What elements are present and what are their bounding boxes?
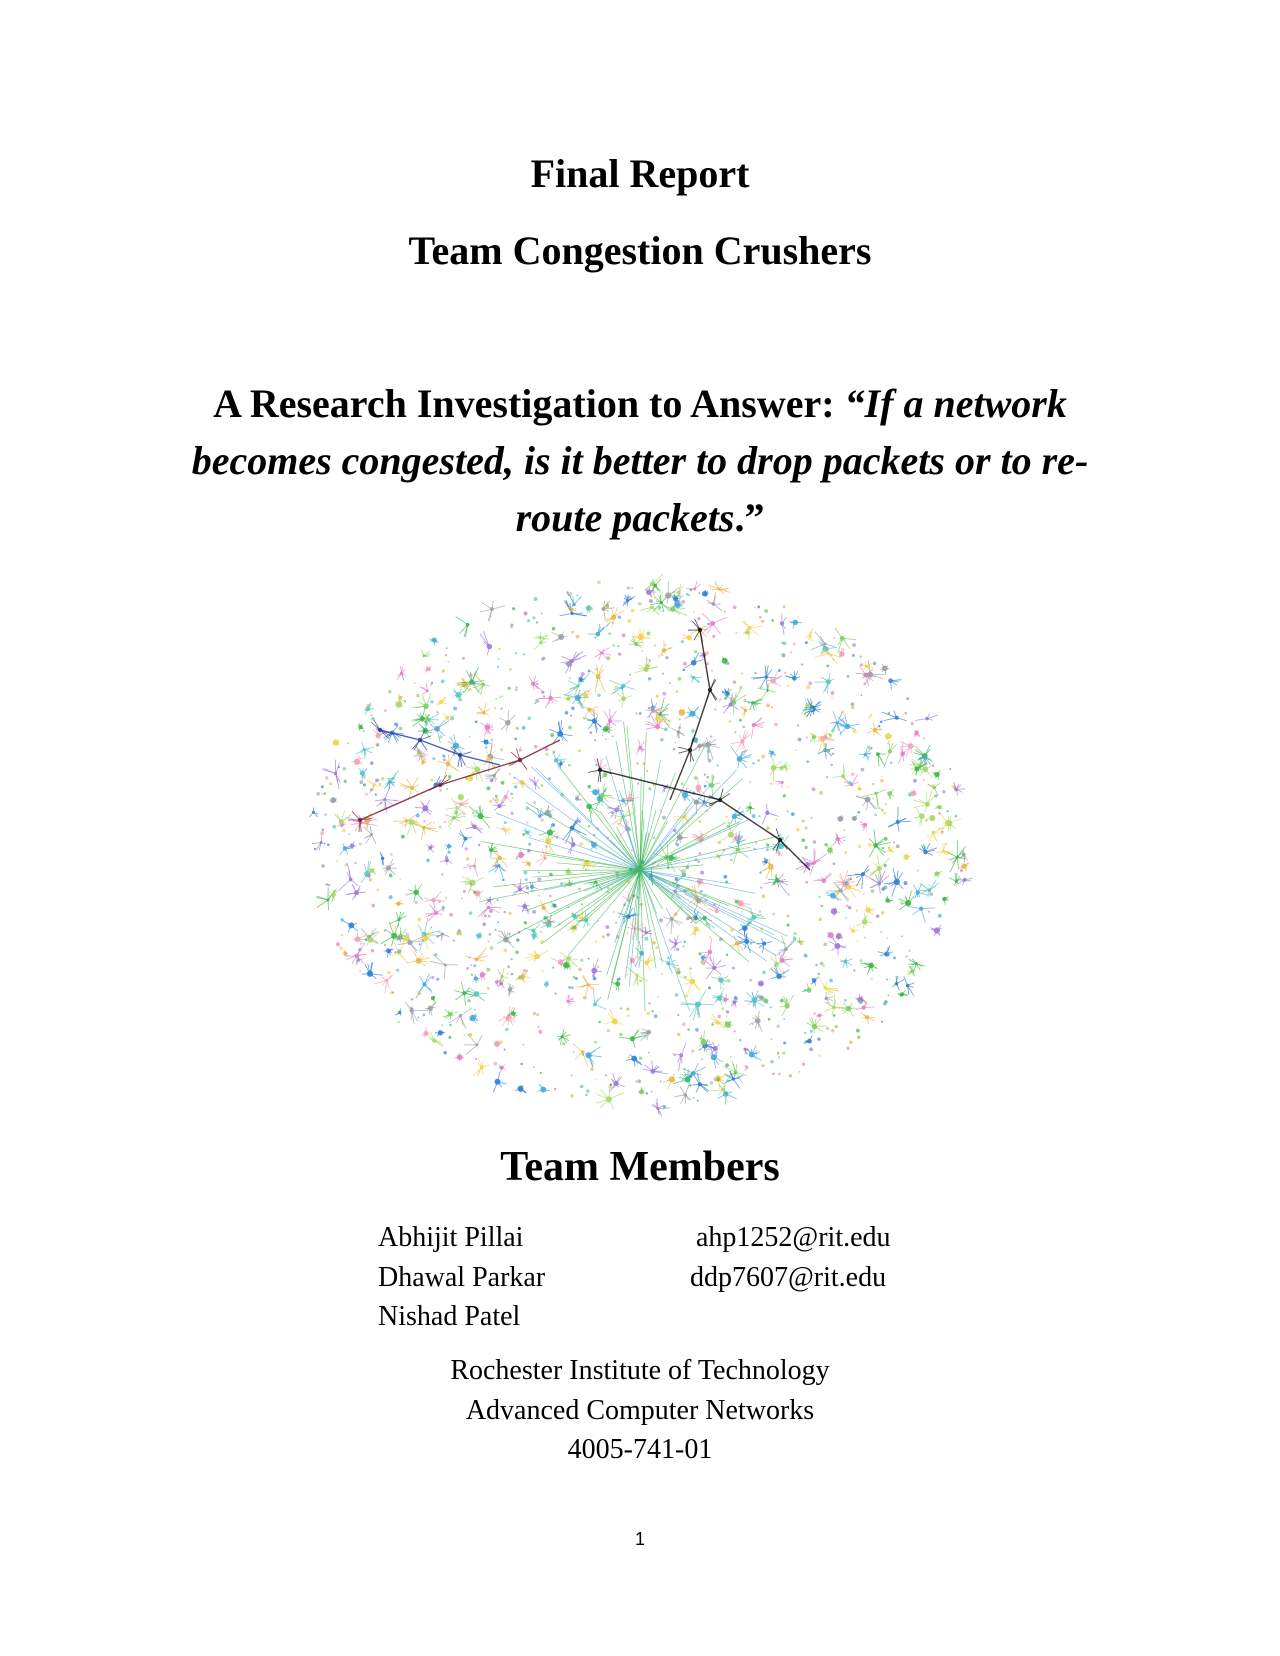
team-name: Team Congestion Crushers <box>408 228 872 273</box>
research-question-lead: A Research Investigation to Answer: <box>213 381 845 426</box>
report-title: Final Report <box>530 151 750 196</box>
member-email: ddp7607@rit.edu <box>690 1262 887 1293</box>
page-number: 1 <box>634 1529 645 1549</box>
research-question-quote-middle: becomes congested, is it better to drop packets or to re- <box>191 438 1089 483</box>
team-members-heading: Team Members <box>500 1144 780 1190</box>
institution-name: Rochester Institute of Technology <box>450 1355 830 1386</box>
research-question-line-2 <box>0 433 1280 489</box>
research-question-closing-quote: .” <box>734 495 765 540</box>
research-question-line-3 <box>0 490 1280 546</box>
member-name: Abhijit Pillai <box>378 1222 524 1253</box>
research-question-quote-start: “If a network <box>844 381 1067 426</box>
course-name: Advanced Computer Networks <box>465 1395 815 1426</box>
research-question-line-1 <box>0 376 1280 432</box>
course-code: 4005-741-01 <box>567 1434 713 1465</box>
internet-network-map-image <box>300 570 990 1120</box>
member-name: Dhawal Parkar <box>378 1262 546 1293</box>
research-question-quote-end: route packets <box>515 495 735 540</box>
member-name: Nishad Patel <box>378 1301 521 1332</box>
member-email: ahp1252@rit.edu <box>696 1222 891 1253</box>
